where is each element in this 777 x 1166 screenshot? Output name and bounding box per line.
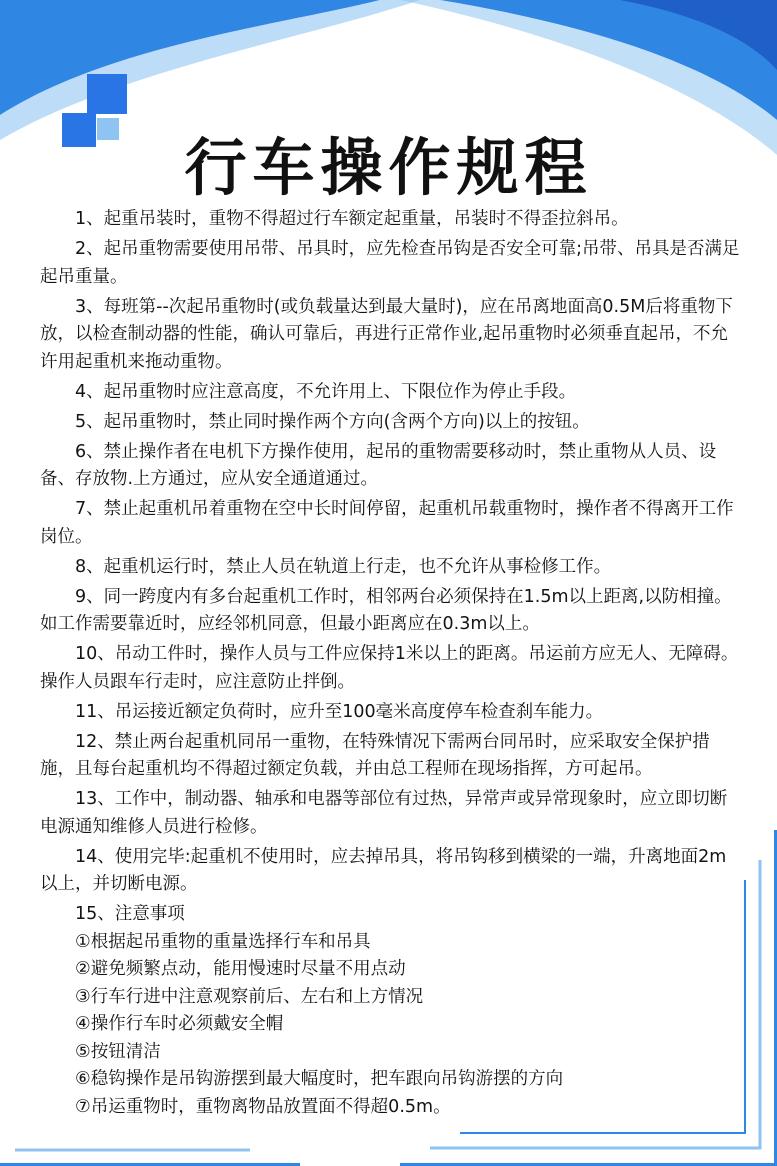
- rule-2: 2、起吊重物需要使用吊带、吊具时，应先检查吊钩是否安全可靠;吊带、吊具是否满足起吊重量。: [40, 239, 740, 287]
- rule-14: 14、使用完毕:起重机不使用时，应去掉吊具，将吊钩移到横梁的一端，升离地面2m以上，并切断电源。: [40, 846, 727, 894]
- note-4: ④操作行车时必须戴安全帽: [75, 1014, 284, 1034]
- rule-7: 7、禁止起重机吊着重物在空中长时间停留，起重机吊载重物时，操作者不得离开工作岗位。: [40, 499, 734, 547]
- rule-11: 11、吊运接近额定负荷时，应升至100毫米高度停车检查刹车能力。: [75, 701, 604, 722]
- rules-list: [40, 206, 740, 1121]
- rule-4: 4、起吊重物时应注意高度，不允许用上、下限位作为停止手段。: [75, 381, 577, 402]
- note-2: ②避免频繁点动，能用慢速时尽量不用点动: [75, 959, 406, 979]
- note-6: ⑥稳钩操作是吊钩游摆到最大幅度时，把车跟向吊钩游摆的方向: [75, 1069, 564, 1089]
- rule-3: 3、每班第--次起吊重物时(或负载量达到最大量时)，应在吊离地面高0.5M后将重物下放，以检查制动器的性能，确认可靠后，再进行正常作业,起吊重物时必须垂直起吊，不允许用起重机来拖动重物。: [40, 296, 733, 372]
- rule-6: 6、禁止操作者在电机下方操作使用，起吊的重物需要移动时，禁止重物从人员、设备、存放物.上方通过，应从安全通道通过。: [40, 441, 717, 489]
- rule-1: 1、起重吊装时，重物不得超过行车额定起重量，吊装时不得歪拉斜吊。: [75, 209, 629, 229]
- rule-10: 10、吊动工件时，操作人员与工件应保持1米以上的距离。吊运前方应无人、无障碍。操作人员跟车行走时，应注意防止拌倒。: [40, 644, 739, 692]
- rule-9: 9、同一跨度内有多台起重机工作时，相邻两台必须保持在1.5m以上距离,以防相撞。如工作需要靠近时，应经邻机同意，但最小距离应在0.3m以上。: [40, 586, 732, 634]
- note-7: ⑦吊运重物时，重物离物品放置面不得超0.5m。: [75, 1096, 451, 1117]
- note-5: ⑤按钮清洁: [75, 1041, 161, 1062]
- note-3: ③行车行进中注意观察前后、左右和上方情况: [75, 986, 424, 1007]
- rule-13: 13、工作中，制动器、轴承和电器等部位有过热，异常声或异常现象时，应立即切断电源通知维修人员进行检修。: [40, 789, 728, 837]
- rule-8: 8、起重机运行时，禁止人员在轨道上行走，也不允许从事检修工作。: [75, 556, 612, 577]
- rule-5: 5、起吊重物时，禁止同时操作两个方向(含两个方向)以上的按钮。: [75, 411, 590, 432]
- page-title: 行车操作规程: [184, 131, 593, 204]
- rule-12: 12、禁止两台起重机同吊一重物，在特殊情况下需两台同吊时，应采取安全保护措施，且每台起重机均不得超过额定负载，并由总工程师在现场指挥，方可起吊。: [40, 731, 710, 779]
- square-deco-1: [87, 74, 127, 114]
- note-1: ①根据起吊重物的重量选择行车和吊具: [75, 931, 371, 952]
- rule-15: 15、注意事项: [75, 904, 185, 924]
